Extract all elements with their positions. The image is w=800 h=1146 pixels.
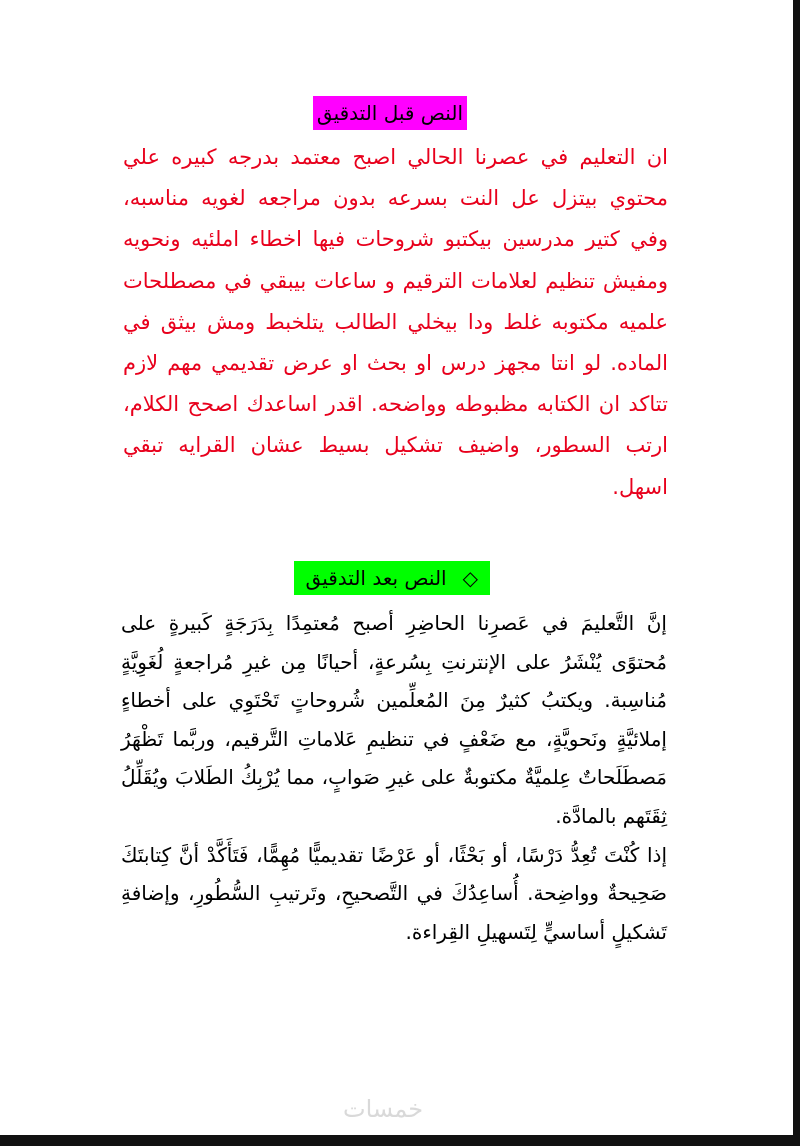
after-text-body [121,604,667,951]
diamond-outline-icon: ◇ [462,566,478,590]
watermark-logo: خمسات [343,1095,424,1123]
before-text-paragraph: ان التعليم في عصرنا الحالي اصبح معتمد بدرجه كبيره علي محتوي بيتزل عل النت بسرعه بدون مراجعه لغويه مناسبه، وفي كتير مدرسين بيكتبو شروحات فيها اخطاء املئيه ونحويه ومفيش تنظيم لعلامات الترقيم و ساعات بيبقي في مصطلحات علميه مكتوبه غلط ودا بيخلي الطالب يتلخبط ومش بيثق في الماده. لو انتا مجهز درس او بحث او عرض تقديمي مهم لازم تتاكد ان الكتابه مظبوطه وواضحه. اقدر اساعدك اصحح الكلام، ارتب السطور، واضيف تشكيل بسيط عشان القرايه تبقي اسهل. [123,145,668,499]
before-section-title: النص قبل التدقيق [313,96,467,130]
after-paragraph-2: إذا كُنْتَ تُعِدُّ دَرْسًا، أو بَحْثًا، أو عَرْضًا تقديميًّا مُهِمًّا، فَتَأَكَّدْ أنَّ كِتابتَكَ صَحِيحةٌ وواضِحة. أُساعِدُكَ في التَّصحيحِ، وتَرتيبِ السُّطُورِ، وإضافةِ تَشكيلٍ أساسيٍّ لِتَسهيلِ القِراءة. [121,842,667,944]
before-title-wrap [313,96,467,130]
bottom-border [0,1135,800,1146]
after-title-wrap [294,561,490,595]
right-border [793,0,800,1146]
after-section-title [294,561,490,595]
after-paragraph-1: إنَّ التَّعليمَ في عَصرِنا الحاضِرِ أصبح مُعتمِدًا بِدَرَجَةٍ كَبيرةٍ على مُحتوًى يُنْشَرُ على الإنترنتِ بِسُرعةٍ، أحيانًا مِن غيرِ مُراجعةٍ لُغَوِيَّةٍ مُناسِبة. ويكتبُ كثيرٌ مِنَ المُعلِّمين شُروحاتٍ تَحْتَوِي على أخطاءٍ إملائيَّةٍ ونَحويَّةٍ، مع ضَعْفٍ في تنظيمِ عَلاماتِ التَّرقيم، وربَّما تَظْهَرُ مَصطَلَحاتٌ عِلميَّةٌ مكتوبةٌ على غيرِ صَوابٍ، مما يُرْبِكُ الطَلابَ ويُقَلِّلُ ثِقَتَهم بالمادَّة. [121,611,667,828]
after-title-text: النص بعد التدقيق [305,566,447,590]
